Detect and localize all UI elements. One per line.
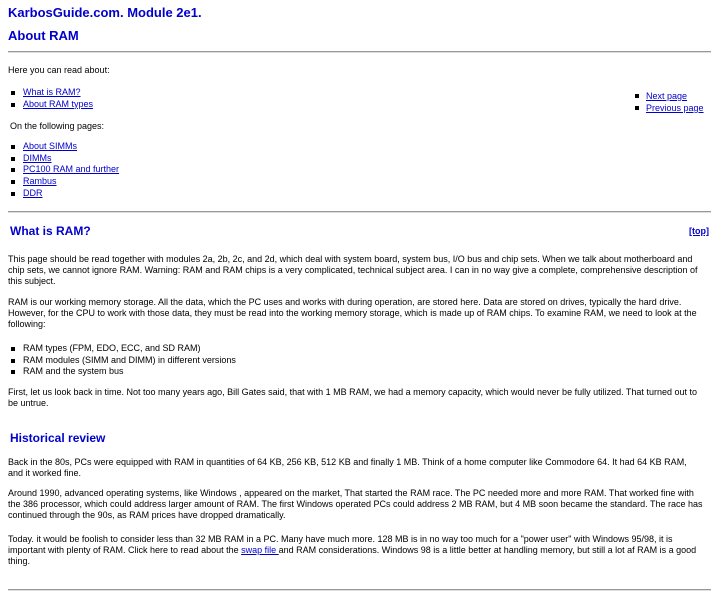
page-link-rambus[interactable]: Rambus [23,176,57,187]
list-item [23,188,119,200]
list-item [23,153,119,165]
next-page-link[interactable]: Next page [646,91,688,101]
paragraph-text: Today. it would be foolish to consider less than 32 MB RAM in a PC. Many have much more. 128 MB is in no way too much for a "power user" with Windows 95/98, it is important with plenty of RAM. Click here to read about the [8,534,673,555]
page-nav-list [633,90,704,114]
following-pages-label: On the following pages: [10,121,105,131]
section-heading-historical-review: Historical review [10,431,106,445]
site-title: KarbosGuide.com. Module 2e1. [8,5,202,20]
list-item: RAM and the system bus [23,366,236,378]
list-item [23,164,119,176]
toc-link-ram-types[interactable]: About RAM types [23,98,94,109]
page-link-ddr[interactable]: DDR [23,187,43,198]
top-link[interactable]: [top] [689,226,709,236]
list-item [646,102,704,114]
divider [8,211,711,213]
list-item: RAM modules (SIMM and DIMM) in different versions [23,354,236,365]
list-item [23,176,119,188]
paragraph: First, let us look back in time. Not too many years ago, Bill Gates said, that with 1 MB RAM, we had a memory capacity, which would never be fully utilized. That turned out to be untrue. [8,387,697,408]
paragraph: Back in the 80s, PCs were equipped with RAM in quantities of 64 KB, 256 KB, 512 KB and finally 1 MB. Think of a home computer like Commodore 64. It had 64 KB RAM, and it worked fine. [8,457,687,478]
intro-text: Here you can read about: [8,65,110,75]
page-link-simms[interactable]: About SIMMs [23,141,78,151]
paragraph: Around 1990, advanced operating systems, like Windows , appeared on the market, That started the RAM race. The PC needed more and more RAM. That worked fine with the 386 processor, which could address larger amount of RAM. The first Windows operated PCs could address 2 MB RAM, but 4 MB soon became the standard. The race has continued through the 90s, as RAM prices have dropped dramatically. [8,488,703,520]
list-item: RAM types (FPM, EDO, ECC, and SD RAM) [23,343,236,355]
paragraph: This page should be read together with modules 2a, 2b, 2c, and 2d, which deal with system board, system bus, I/O bus and chip sets. When we talk about motherboard and chip sets, we cannot ignore RAM. Warning: RAM and RAM chips is a very complicated, technical subject area. I can in no way give a complete, comprehensive description of this subject. [8,254,698,286]
divider [8,589,711,591]
swap-file-link[interactable]: swap file [241,545,279,555]
pages-list [8,141,119,200]
paragraph [8,534,704,567]
divider [8,51,711,53]
list-item [23,99,93,111]
list-item [23,87,93,99]
list-item [646,90,704,102]
previous-page-link[interactable]: Previous page [646,103,704,113]
paragraph-text: and RAM considerations. Windows 98 is a little better at handling memory, but still a lot af RAM is a good thing. [8,545,697,566]
section-heading-what-is-ram: What is RAM? [10,224,91,238]
list-item [23,141,119,153]
toc-link-what-is-ram[interactable]: What is RAM? [23,87,81,97]
ram-topics-list [8,343,236,378]
paragraph: RAM is our working memory storage. All the data, which the PC uses and works with during operation, are stored here. Data are stored on drives, typically the hard drive. However, for the CPU to work with those data, they must be read into the working memory storage, which is made up of RAM chips. To examine RAM, we need to look at the following: [8,297,697,329]
toc-list [8,87,93,110]
page-link-pc100[interactable]: PC100 RAM and further [23,164,120,175]
page-link-dimms[interactable]: DIMMs [23,152,52,163]
page-title: About RAM [8,28,79,43]
